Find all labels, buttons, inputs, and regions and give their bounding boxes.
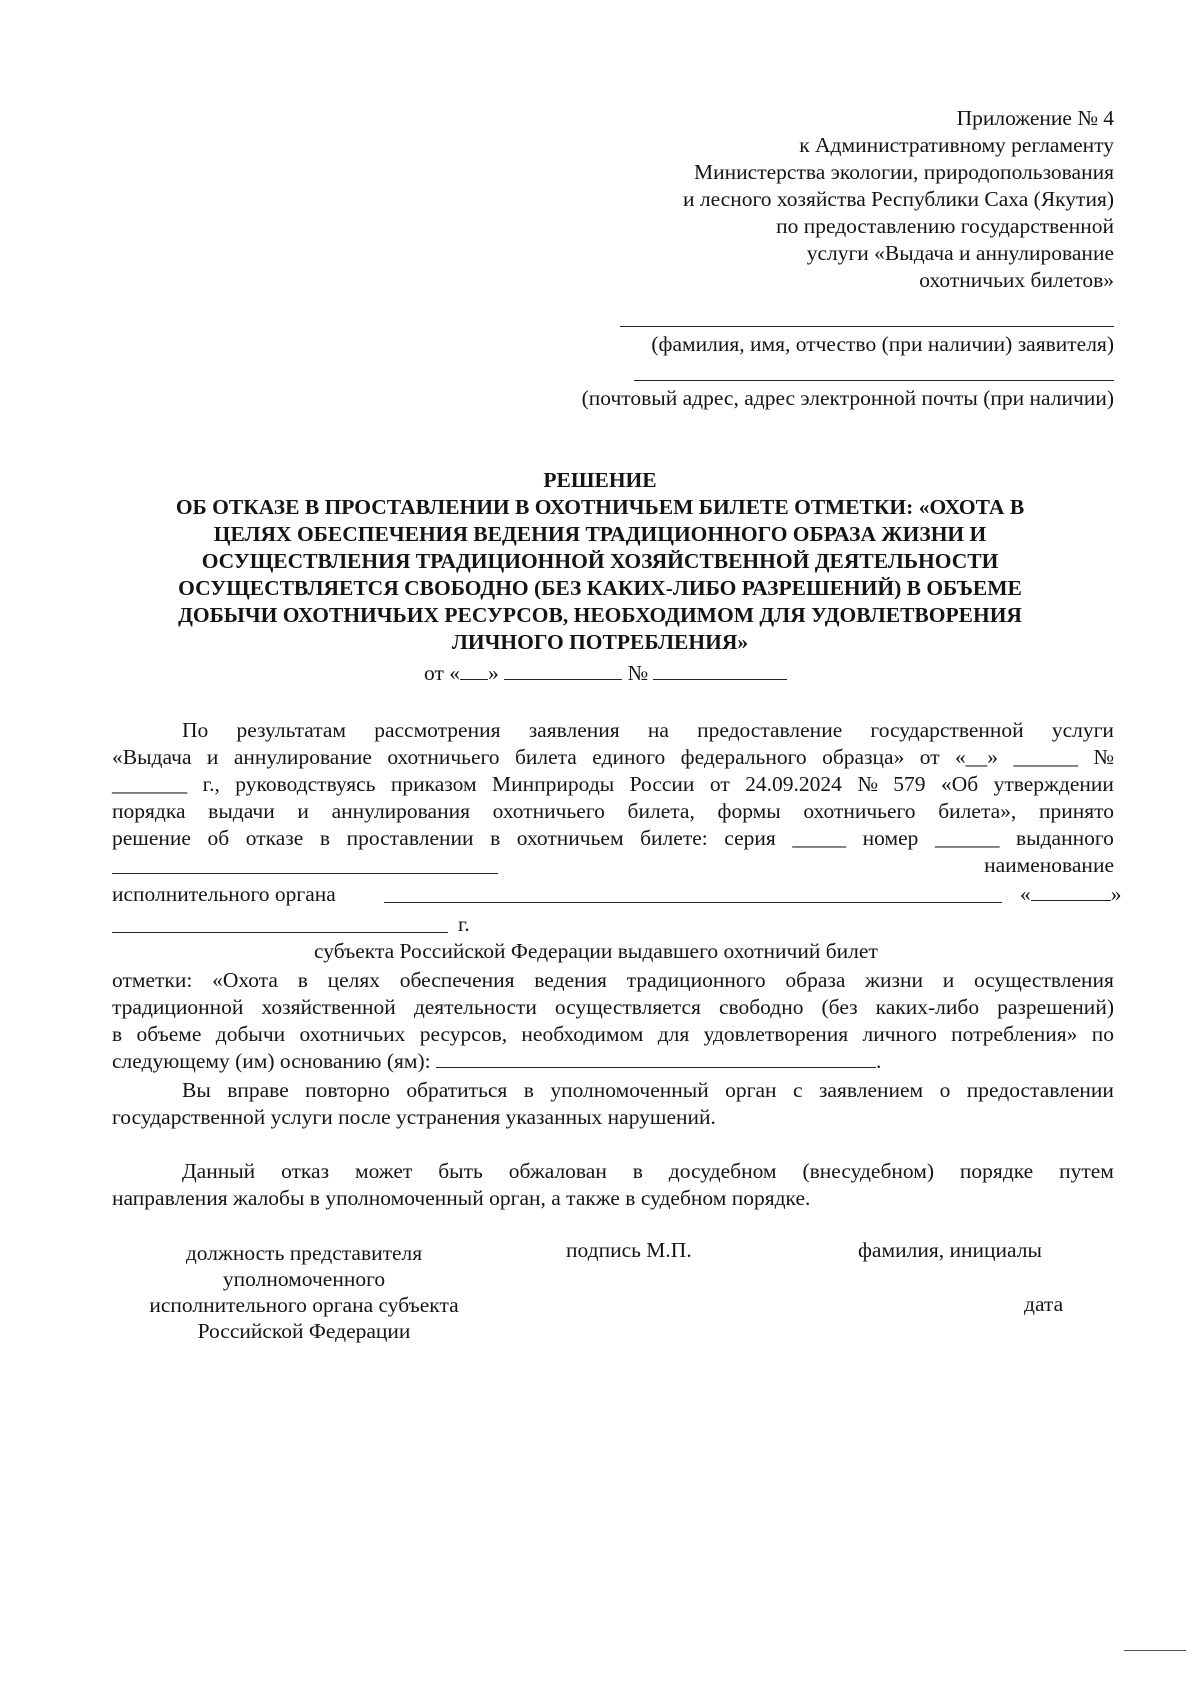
word: «Охота [212,968,278,992]
word: объеме [136,1022,202,1046]
justified-line [112,824,1114,852]
word: рассмотрения [374,718,501,742]
word: утверждении [993,772,1114,796]
word: руководствуясь [235,772,376,796]
justified-line [112,993,1114,1021]
word: решение [112,826,191,850]
word: охотничьего [803,799,916,823]
issue-year-field-line[interactable] [112,932,448,933]
justified-line [112,770,1114,798]
justified-line [112,743,1114,771]
subject-caption: субъекта Российской Федерации выдавшего охотничий билет [314,939,878,963]
word: потребления» [951,1022,1078,1046]
word: Вы [182,1078,211,1102]
word: «__» [955,745,999,769]
word: отказ [281,1159,330,1183]
date-month-field[interactable] [504,659,622,680]
title-word: РЕШЕНИЕ [543,468,657,492]
text-line [112,743,1114,771]
word: традиционного [626,968,766,992]
word: государственной [870,718,1024,742]
word: о [939,1078,951,1102]
word: традиционной [112,995,244,1019]
word: приказом [390,772,477,796]
word: уполномоченный [550,1078,709,1102]
word: и [297,799,309,823]
word: _____ [792,826,847,850]
word: охотничьего [492,799,605,823]
word: об [207,826,230,850]
organ-date-quote [1020,880,1122,908]
justified-line [182,1157,1114,1185]
text-line [182,1157,1114,1185]
applicant-address-caption: (почтовый адрес, адрес электронной почты (при наличии) [581,386,1114,410]
word: услуги [1051,718,1114,742]
word: в [319,826,331,850]
word: порядке [959,1159,1034,1183]
word: орган [725,1078,777,1102]
grounds-field[interactable] [436,1047,876,1068]
text-line [112,797,1114,825]
title-line: ОСУЩЕСТВЛЯЕТСЯ СВОБОДНО (БЕЗ КАКИХ-ЛИБО РАЗРЕШЕНИЙ) В ОБЪЕМЕ [178,576,1022,600]
word: в [632,1159,643,1183]
text-line [112,993,1114,1021]
word: выдачи [208,799,275,823]
word: федерального [680,745,807,769]
applicant-name-caption: (фамилия, имя, отчество (при наличии) заявителя) [651,332,1114,356]
position-caption: исполнительного органа субъекта [149,1293,459,1317]
text-line [182,1076,1114,1104]
word: (внесудебном) [802,1159,935,1183]
decision-number-field[interactable] [653,659,787,680]
word: образца» [822,745,905,769]
word: аннулирования [331,799,470,823]
word: охотничьих [299,1022,406,1046]
word: личного [862,1022,937,1046]
word: обжалован [508,1159,607,1183]
word: и [206,745,219,769]
word: может [354,1159,413,1183]
word: единого [592,745,666,769]
word: России [629,772,695,796]
word: ______ [1013,745,1078,769]
word: принято [1038,799,1114,823]
justified-line [112,1020,1114,1048]
word: билете: [640,826,708,850]
word: 24.09.2024 [745,772,842,796]
quote-open: « [1020,882,1031,906]
word: предоставлении [966,1078,1114,1102]
title-line: ОСУЩЕСТВЛЕНИЯ ТРАДИЦИОННОЙ ХОЗЯЙСТВЕННОЙ ДЕЯТЕЛЬНОСТИ [201,549,999,573]
header-line: к Административному регламенту [799,133,1114,157]
word: заявления [528,718,620,742]
header-line: охотничьих билетов» [919,268,1114,292]
word: от [919,745,940,769]
organ-label: исполнительного органа [112,882,336,906]
word: образа [785,968,846,992]
applicant-name-line[interactable] [620,326,1114,327]
word: в [112,1022,123,1046]
word: в [297,968,308,992]
justified-line [182,1076,1114,1104]
word: вправе [227,1078,289,1102]
issuer-field-line[interactable] [112,873,498,874]
word: от [709,772,730,796]
applicant-address-line[interactable] [634,380,1114,381]
word: отказе [245,826,304,850]
word: необходимом [521,1022,644,1046]
word: охотничьем [516,826,624,850]
text-line [112,824,1114,852]
signature-caption: подпись М.П. [566,1238,692,1262]
word: в [490,826,501,850]
header-line: Министерства экологии, природопользования [694,160,1114,184]
word: путем [1059,1159,1114,1183]
word: обеспечения [399,968,515,992]
word: По [182,718,209,742]
title-line: ЦЕЛЯХ ОБЕСПЕЧЕНИЯ ВЕДЕНИЯ ТРАДИЦИОННОГО ОБРАЗА ЖИЗНИ И [213,522,987,546]
word: осуществляется [554,995,701,1019]
naimenovanie-caption: наименование [984,853,1114,877]
word: каких-либо [875,995,980,1019]
header-line: и лесного хозяйства Республики Саха (Якутия) [682,187,1114,211]
organ-date-field[interactable] [1031,880,1111,901]
text-line [182,716,1114,744]
word: свободно [718,995,804,1019]
word: «Выдача [112,745,192,769]
title-line: ОБ ОТКАЗЕ В ПРОСТАВЛЕНИИ В ОХОТНИЧЬЕМ БИЛЕТЕ ОТМЕТКИ: «ОХОТА В [175,495,1025,519]
text-line: направления жалобы в уполномоченный орган, а также в судебном порядке. [112,1186,811,1210]
word: повторно [305,1078,390,1102]
word: Минприроды [492,772,615,796]
number-sign: № [627,661,649,685]
justified-line [112,966,1114,994]
header-line: по предоставлению государственной [776,214,1114,238]
word: г., [202,772,220,796]
word: 579 [893,772,926,796]
word: № [857,772,878,796]
grounds-period: . [876,1049,882,1073]
word: билета, [627,799,695,823]
position-caption: должность представителя [185,1241,423,1265]
word: хозяйственной [261,995,396,1019]
word: ______ [934,826,1000,850]
header-line: услуги «Выдача и аннулирование [806,241,1114,265]
word: серия [724,826,776,850]
position-caption: Российской Федерации [197,1319,411,1343]
word: Данный [182,1159,256,1183]
date-day-field[interactable] [460,659,488,680]
word: заявлением [818,1078,924,1102]
text-line [112,1047,881,1075]
word: осуществления [974,968,1114,992]
word: проставлении [346,826,474,850]
date-quote-close: » [488,661,499,685]
grounds-label: следующему (им) основанию (ям): [112,1049,431,1073]
word: в [523,1078,534,1102]
word: результатам [236,718,347,742]
text-line [112,966,1114,994]
word: порядка [112,799,186,823]
word: отметки: [112,968,193,992]
date-prefix: от « [424,661,460,685]
word: билета», [938,799,1017,823]
word: № [1093,745,1114,769]
position-caption: уполномоченного [222,1267,386,1291]
word: охотничьего [387,745,500,769]
word: формы [717,799,781,823]
word: предоставление [697,718,843,742]
word: разрешений) [997,995,1114,1019]
word: по [1091,1022,1114,1046]
justified-line [182,716,1114,744]
word: добычи [215,1022,286,1046]
decision-date-row [424,659,787,687]
word: на [647,718,669,742]
word: выданного [1015,826,1114,850]
word: _______ [112,772,188,796]
word: ведения [534,968,607,992]
text-line [112,770,1114,798]
year-suffix: г. [458,912,470,936]
word: (без [821,995,858,1019]
name-caption: фамилия, инициалы [858,1238,1042,1262]
title-line: ДОБЫЧИ ОХОТНИЧЬИХ РЕСУРСОВ, НЕОБХОДИМОМ ДЛЯ УДОВЛЕТВОРЕНИЯ [178,603,1022,627]
word: ресурсов, [419,1022,508,1046]
word: целях [327,968,381,992]
word: и [942,968,955,992]
quote-close: » [1110,882,1122,906]
word: для [657,1022,690,1046]
organ-field-line[interactable] [384,902,1002,903]
text-line [112,1020,1114,1048]
word: номер [862,826,919,850]
word: «Об [940,772,979,796]
word: удовлетворения [703,1022,849,1046]
word: билета [514,745,577,769]
word: обратиться [406,1078,508,1102]
word: быть [438,1159,483,1183]
text-line: государственной услуги после устранения указанных нарушений. [112,1105,716,1129]
header-line: Приложение № 4 [956,106,1114,130]
date-caption: дата [1024,1292,1064,1316]
justified-line [112,797,1114,825]
page-edge-mark [1124,1650,1186,1651]
word: деятельности [413,995,537,1019]
word: досудебном [668,1159,777,1183]
word: с [792,1078,803,1102]
word: жизни [865,968,924,992]
word: аннулирование [233,745,372,769]
title-line: ЛИЧНОГО ПОТРЕБЛЕНИЯ» [451,630,749,654]
